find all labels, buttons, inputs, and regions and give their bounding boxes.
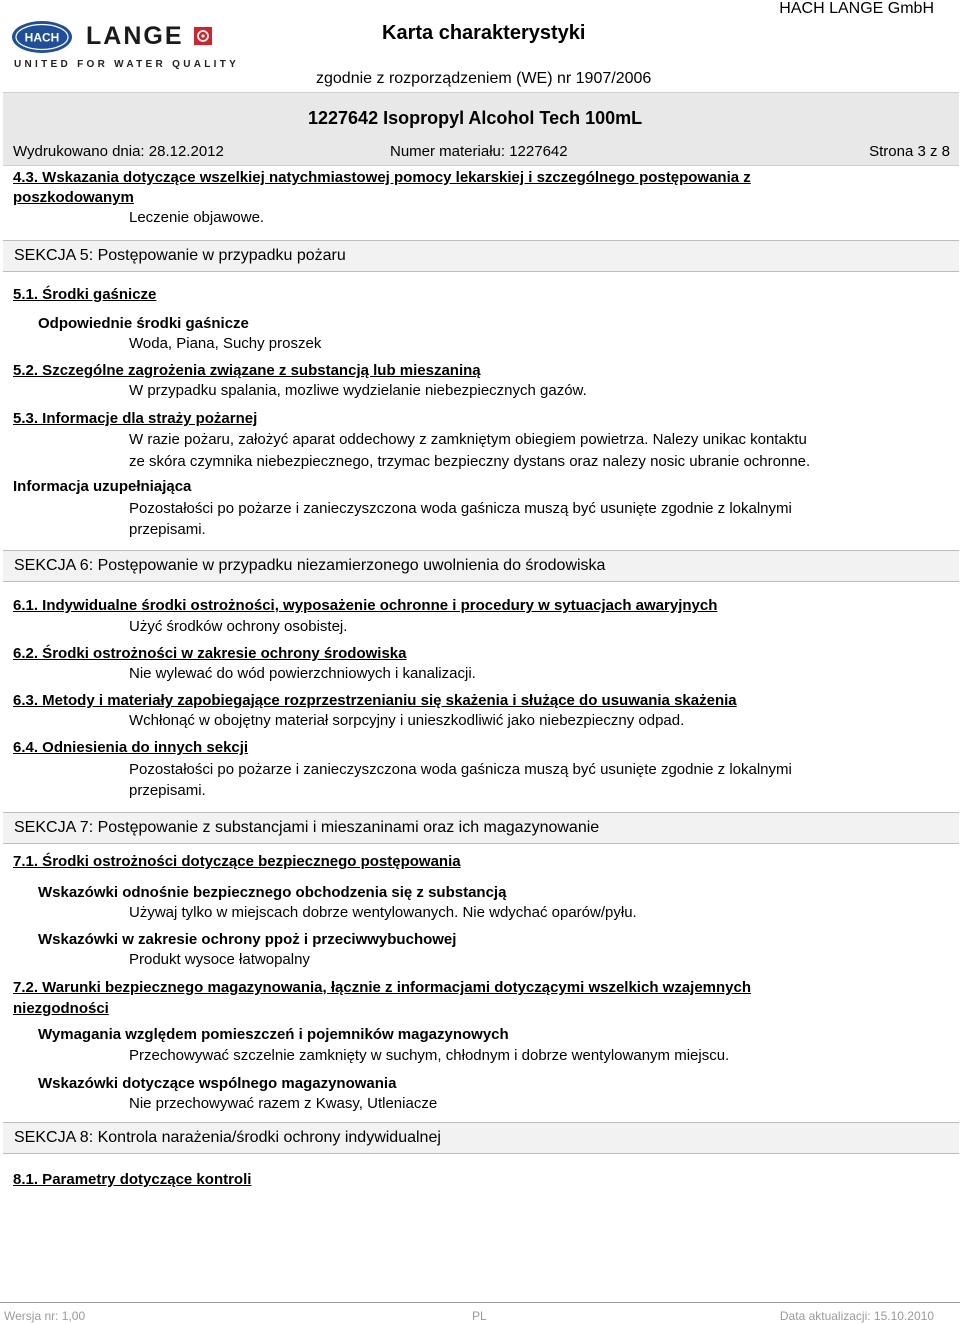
heading-7-2-cont: niezgodności: [13, 1000, 109, 1017]
footer-update-date: Data aktualizacji: 15.10.2010: [779, 1309, 934, 1323]
heading-6-3: 6.3. Metody i materiały zapobiegające rozprzestrzenianiu się skażenia i służące do usuwania skażenia: [13, 692, 737, 709]
text-4-3: Leczenie objawowe.: [129, 209, 265, 226]
section-8-header: SEKCJA 8: Kontrola narażenia/środki ochrony indywidualnej: [3, 1122, 959, 1154]
section-7-header: SEKCJA 7: Postępowanie z substancjami i mieszaninami oraz ich magazynowanie: [3, 812, 959, 844]
footer-divider: [0, 1302, 960, 1303]
heading-7-1: 7.1. Środki ostrożności dotyczące bezpiecznego postępowania: [13, 853, 461, 870]
subheading-7-1-b: Wskazówki w zakresie ochrony ppoż i przeciwwybuchowej: [38, 931, 457, 948]
text-7-1-b: Produkt wysoce łatwopalny: [129, 951, 310, 968]
heading-4-3: 4.3. Wskazania dotyczące wszelkiej natychmiastowej pomocy lekarskiej i szczególnego postępowania z: [13, 169, 751, 186]
text-5-3-l2: ze skóra czymnika niebezpiecznego, trzymac bezpieczny dystans oraz nalezy nosic ubranie ochronne.: [129, 453, 811, 470]
page-number: Strona 3 z 8: [869, 143, 950, 160]
text-6-4-l1: Pozostałości po pożarze i zanieczyszczona woda gaśnicza muszą być usunięte zgodnie z lokalnymi: [129, 761, 792, 778]
text-5-3-l1: W razie pożaru, założyć aparat oddechowy z zamkniętym obiegiem powietrza. Nalezy unikac kontaktu: [129, 431, 807, 448]
company-name: HACH LANGE GmbH: [779, 0, 934, 17]
heading-5-3: 5.3. Informacje dla straży pożarnej: [13, 410, 258, 427]
heading-7-2: 7.2. Warunki bezpiecznego magazynowania, łącznie z informacjami dotyczącymi wszelkich wzajemnych: [13, 979, 752, 996]
heading-5-2: 5.2. Szczególne zagrożenia związane z substancją lub mieszaniną: [13, 362, 481, 379]
text-additional-info-l1: Pozostałości po pożarze i zanieczyszczona woda gaśnicza muszą być usunięte zgodnie z lokalnymi: [129, 500, 792, 517]
print-date: Wydrukowano dnia: 28.12.2012: [13, 143, 224, 160]
section-5-header: SEKCJA 5: Postępowanie w przypadku pożaru: [3, 240, 959, 272]
text-6-3: Wchłonąć w obojętny materiał sorpcyjny i unieszkodliwić jako niebezpieczny odpad.: [129, 712, 685, 729]
subheading-7-2-b: Wskazówki dotyczące wspólnego magazynowania: [38, 1075, 397, 1092]
hach-logo-icon: [11, 20, 73, 54]
subheading-7-2-a: Wymagania względem pomieszczeń i pojemników magazynowych: [38, 1026, 509, 1043]
lange-mark-icon: [194, 27, 212, 45]
heading-5-1: 5.1. Środki gaśnicze: [13, 286, 157, 303]
footer-version: Wersja nr: 1,00: [4, 1309, 86, 1323]
text-7-2-a: Przechowywać szczelnie zamknięty w suchym, chłodnym i dobrze wentylowanym miejscu.: [129, 1047, 730, 1064]
subheading-7-1-a: Wskazówki odnośnie bezpiecznego obchodzenia się z substancją: [38, 884, 507, 901]
text-5-1: Woda, Piana, Suchy proszek: [129, 335, 322, 352]
heading-6-1: 6.1. Indywidualne środki ostrożności, wyposażenie ochronne i procedury w sytuacjach awaryjnych: [13, 597, 718, 614]
text-7-2-b: Nie przechowywać razem z Kwasy, Utleniacze: [129, 1095, 438, 1112]
document-title: Karta charakterystyki: [382, 22, 586, 44]
footer-language: PL: [472, 1309, 487, 1323]
document-header: [0, 0, 960, 165]
text-6-4-l2: przepisami.: [129, 782, 206, 799]
heading-additional-info: Informacja uzupełniająca: [13, 478, 192, 495]
regulation-reference: zgodnie z rozporządzeniem (WE) nr 1907/2006: [316, 70, 652, 87]
material-number: Numer materiału: 1227642: [390, 143, 568, 160]
section-6-header: SEKCJA 6: Postępowanie w przypadku niezamierzonego uwolnienia do środowiska: [3, 550, 959, 582]
svg-text:HACH: HACH: [24, 30, 60, 45]
heading-6-4: 6.4. Odniesienia do innych sekcji: [13, 739, 249, 756]
heading-8-1: 8.1. Parametry dotyczące kontroli: [13, 1171, 252, 1188]
text-5-2: W przypadku spalania, mozliwe wydzielanie niebezpiecznych gazów.: [129, 382, 587, 399]
text-6-2: Nie wylewać do wód powierzchniowych i kanalizacji.: [129, 665, 476, 682]
product-title: 1227642 Isopropyl Alcohol Tech 100mL: [308, 108, 643, 128]
tagline: UNITED FOR WATER QUALITY: [14, 59, 240, 70]
text-7-1-a: Używaj tylko w miejscach dobrze wentylowanych. Nie wdychać oparów/pyłu.: [129, 904, 637, 921]
text-additional-info-l2: przepisami.: [129, 521, 206, 538]
text-6-1: Użyć środków ochrony osobistej.: [129, 618, 348, 635]
subheading-5-1: Odpowiednie środki gaśnicze: [38, 315, 249, 332]
heading-4-3-cont: poszkodowanym: [13, 189, 134, 206]
lange-logo: LANGE: [86, 22, 184, 50]
heading-6-2: 6.2. Środki ostrożności w zakresie ochrony środowiska: [13, 645, 407, 662]
